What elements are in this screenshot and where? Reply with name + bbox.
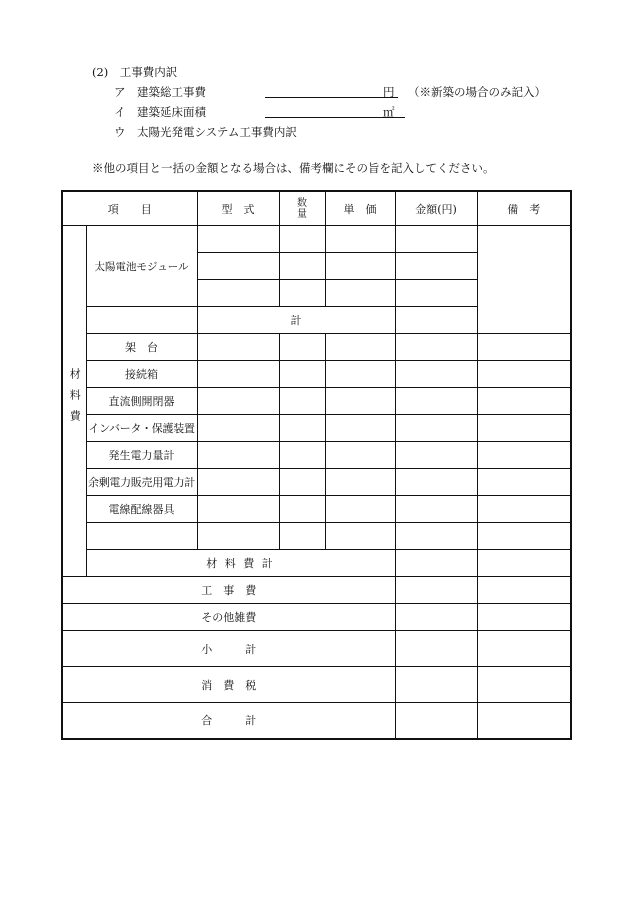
header-model: 型 式 bbox=[197, 191, 279, 226]
cell[interactable] bbox=[395, 415, 477, 442]
solar-module-remarks[interactable] bbox=[477, 226, 571, 334]
cell[interactable] bbox=[395, 703, 477, 739]
cell[interactable] bbox=[197, 469, 279, 496]
cell[interactable] bbox=[477, 667, 571, 703]
cell[interactable] bbox=[197, 253, 279, 280]
item-i-unit: ㎡ bbox=[383, 105, 395, 119]
cell[interactable] bbox=[325, 496, 395, 523]
item-a-note: （※新築の場合のみ記入） bbox=[408, 85, 546, 99]
cell[interactable] bbox=[477, 604, 571, 631]
item-u-label: ウ 太陽光発電システム工事費内訳 bbox=[114, 125, 297, 139]
cell[interactable] bbox=[279, 523, 325, 550]
solar-module-subtotal-amount[interactable] bbox=[395, 307, 477, 334]
header-unit-price: 単 価 bbox=[325, 191, 395, 226]
cell[interactable] bbox=[197, 388, 279, 415]
cell[interactable] bbox=[279, 496, 325, 523]
cell[interactable] bbox=[279, 226, 325, 253]
row-label: インバータ・保護装置 bbox=[86, 415, 197, 442]
misc-label: その他雑費 bbox=[62, 604, 395, 631]
cell[interactable] bbox=[197, 523, 279, 550]
cell[interactable] bbox=[325, 523, 395, 550]
cell[interactable] bbox=[395, 361, 477, 388]
row-label: 発生電力量計 bbox=[86, 442, 197, 469]
cell[interactable] bbox=[477, 577, 571, 604]
cell[interactable] bbox=[477, 388, 571, 415]
cell[interactable] bbox=[477, 469, 571, 496]
materials-total-label: 材 料 費 計 bbox=[86, 550, 395, 577]
header-item: 項 目 bbox=[62, 191, 197, 226]
cell[interactable] bbox=[197, 226, 279, 253]
cell[interactable] bbox=[325, 415, 395, 442]
cell[interactable] bbox=[477, 361, 571, 388]
cell[interactable] bbox=[477, 334, 571, 361]
construction-label: 工 事 費 bbox=[62, 577, 395, 604]
tax-label: 消 費 税 bbox=[62, 667, 395, 703]
cell[interactable] bbox=[279, 415, 325, 442]
cell[interactable] bbox=[395, 604, 477, 631]
cell[interactable] bbox=[197, 361, 279, 388]
cell[interactable] bbox=[395, 334, 477, 361]
row-label: 余剰電力販売用電力計 bbox=[86, 469, 197, 496]
cell[interactable] bbox=[325, 334, 395, 361]
cell[interactable] bbox=[197, 442, 279, 469]
header-qty: 数量 bbox=[279, 191, 325, 226]
cell[interactable] bbox=[395, 253, 477, 280]
cell[interactable] bbox=[325, 280, 395, 307]
solar-module-subtotal-label: 計 bbox=[197, 307, 395, 334]
row-label: 電線配線器具 bbox=[86, 496, 197, 523]
cell[interactable] bbox=[279, 334, 325, 361]
cell[interactable] bbox=[197, 496, 279, 523]
cell[interactable] bbox=[325, 469, 395, 496]
cell[interactable] bbox=[395, 469, 477, 496]
row-label: 接続箱 bbox=[86, 361, 197, 388]
cell[interactable] bbox=[325, 442, 395, 469]
cell[interactable] bbox=[197, 415, 279, 442]
cell[interactable] bbox=[197, 334, 279, 361]
cell[interactable] bbox=[477, 415, 571, 442]
cost-breakdown-table bbox=[61, 190, 572, 740]
cell[interactable] bbox=[279, 361, 325, 388]
cell[interactable] bbox=[325, 253, 395, 280]
row-label: 直流側開閉器 bbox=[86, 388, 197, 415]
header-amount: 金額(円) bbox=[395, 191, 477, 226]
subtotal-label: 小 計 bbox=[62, 631, 395, 667]
materials-total-remarks[interactable] bbox=[477, 550, 571, 577]
cell[interactable] bbox=[279, 442, 325, 469]
cell[interactable] bbox=[279, 388, 325, 415]
cell[interactable] bbox=[395, 280, 477, 307]
item-i-label: イ 建築延床面積 bbox=[114, 105, 206, 119]
materials-group-label: 材料費 bbox=[62, 226, 86, 577]
item-a-blank[interactable] bbox=[265, 97, 398, 98]
cell[interactable] bbox=[197, 280, 279, 307]
cell[interactable] bbox=[477, 496, 571, 523]
total-label: 合 計 bbox=[62, 703, 395, 739]
materials-total-amount[interactable] bbox=[395, 550, 477, 577]
solar-module-blank bbox=[86, 307, 197, 334]
cell[interactable] bbox=[325, 388, 395, 415]
row-label[interactable] bbox=[86, 523, 197, 550]
cell[interactable] bbox=[279, 253, 325, 280]
item-a-unit: 円 bbox=[383, 85, 395, 99]
cell[interactable] bbox=[477, 523, 571, 550]
cell[interactable] bbox=[477, 631, 571, 667]
cell[interactable] bbox=[395, 442, 477, 469]
cell[interactable] bbox=[325, 226, 395, 253]
solar-module-label: 太陽電池モジュール bbox=[86, 226, 197, 307]
row-label: 架 台 bbox=[86, 334, 197, 361]
cell[interactable] bbox=[395, 226, 477, 253]
header-remarks: 備 考 bbox=[477, 191, 571, 226]
section-heading: (2) 工事費内訳 bbox=[92, 65, 178, 79]
cell[interactable] bbox=[395, 631, 477, 667]
cell[interactable] bbox=[279, 280, 325, 307]
header-row bbox=[62, 191, 571, 226]
cell[interactable] bbox=[477, 442, 571, 469]
cell[interactable] bbox=[395, 523, 477, 550]
cell[interactable] bbox=[325, 361, 395, 388]
cell[interactable] bbox=[395, 496, 477, 523]
cell[interactable] bbox=[395, 577, 477, 604]
cell[interactable] bbox=[395, 667, 477, 703]
cell[interactable] bbox=[477, 703, 571, 739]
notice-text: ※他の項目と一括の金額となる場合は、備考欄にその旨を記入してください。 bbox=[92, 161, 495, 175]
cell[interactable] bbox=[279, 469, 325, 496]
cell[interactable] bbox=[395, 388, 477, 415]
item-a-label: ア 建築総工事費 bbox=[114, 85, 206, 99]
